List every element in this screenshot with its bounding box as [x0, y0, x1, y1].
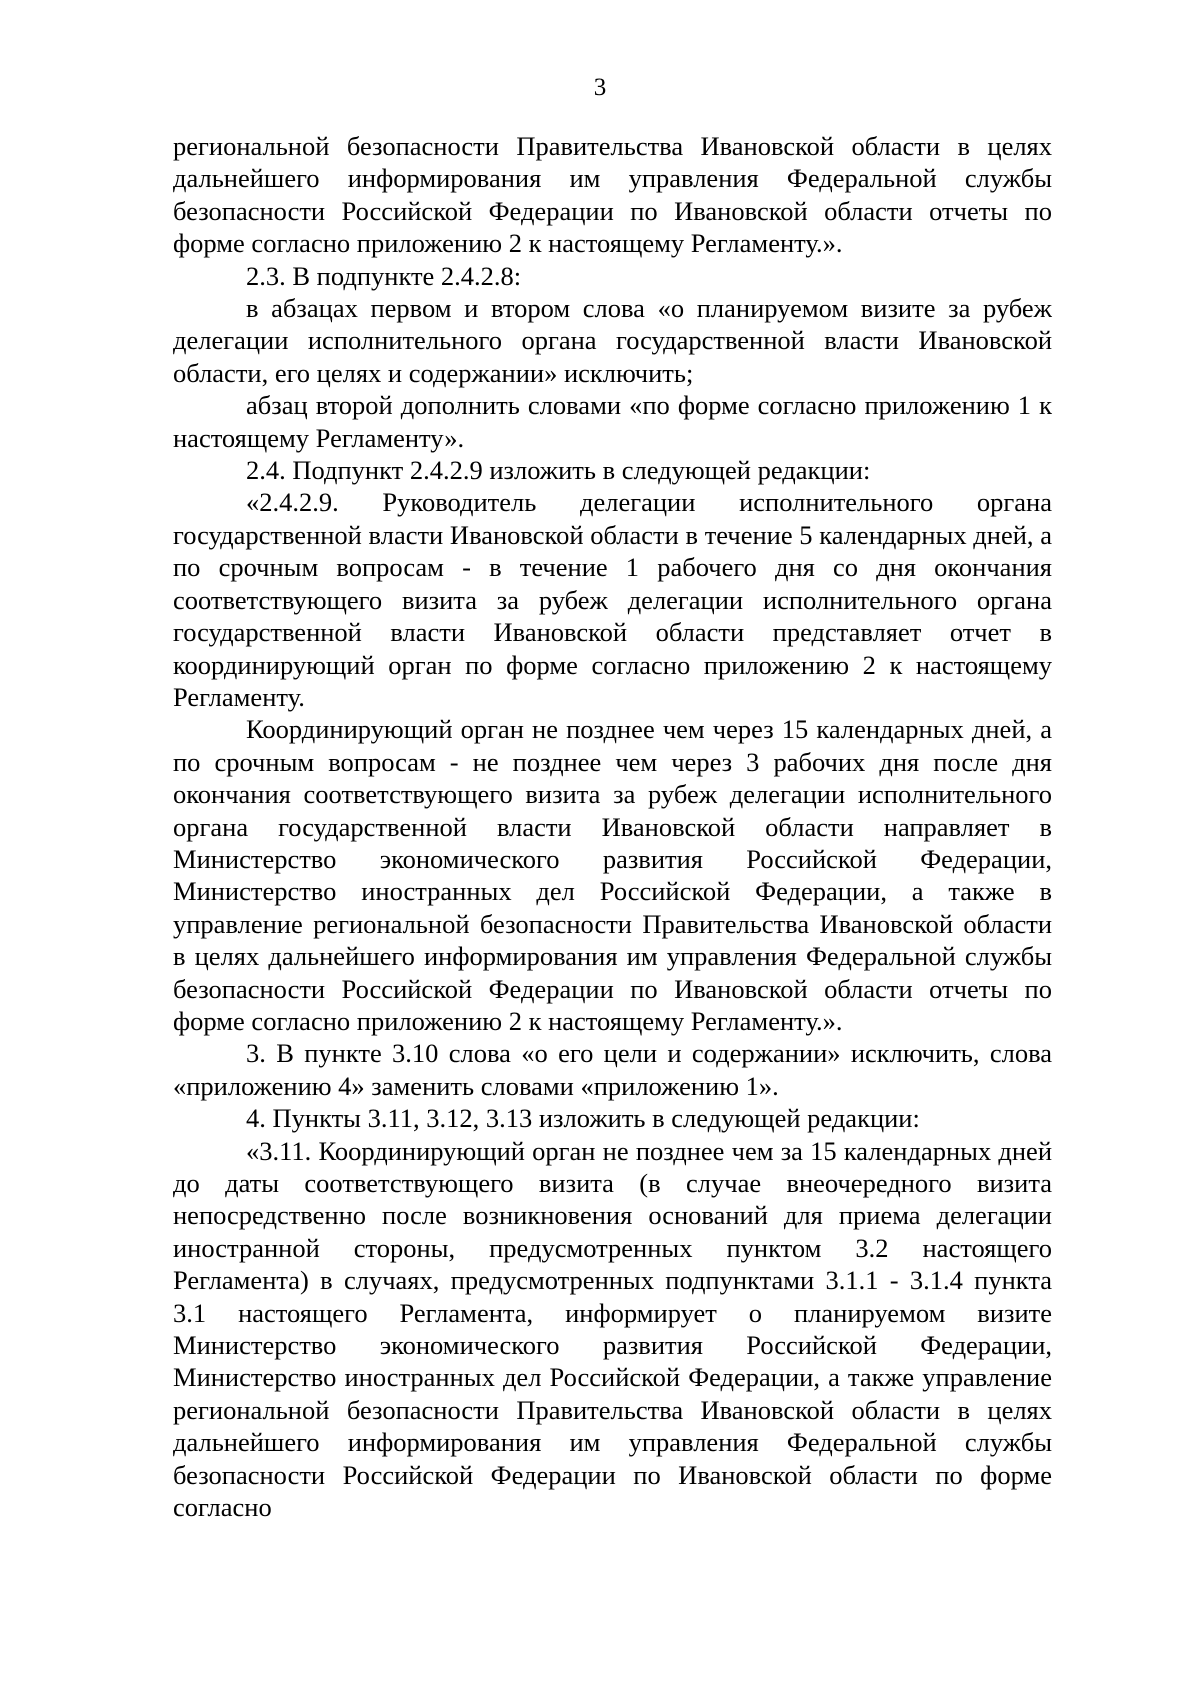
- paragraph-item-2-4-2-9: «2.4.2.9. Руководитель делегации исполнительного органа государственной власти Ивановской области в течение 5 календарных дней, а по срочным вопросам - в течение 1 рабочего дня со дня окончания соответствующего визита за рубеж делегации исполнительного органа государственной власти Ивановской области представляет отчет в координирующий орган по форме согласно приложению 2 к настоящему Регламенту.: [173, 487, 1052, 712]
- paragraph-item-3-11: «3.11. Координирующий орган не позднее чем за 15 календарных дней до даты соответствующего визита (в случае внеочередного визита непосредственно после возникновения оснований для приема делегации иностранной стороны, предусмотренных пунктом 3.2 настоящего Регламента) в случаях, предусмотренных подпунктами 3.1.1 - 3.1.4 пункта 3.1 настоящего Регламента, информирует о планируемом визите Министерство экономического развития Российской Федерации, Министерство иностранных дел Российской Федерации, а также управление региональной безопасности Правительства Ивановской области в целях дальнейшего информирования им управления Федеральной службы безопасности Российской Федерации по Ивановской области по форме согласно: [173, 1135, 1052, 1523]
- paragraph-item-2-3-clause-2: абзац второй дополнить словами «по форме согласно приложению 1 к настоящему Регламенту».: [173, 390, 1052, 453]
- paragraph-item-2-4: 2.4. Подпункт 2.4.2.9 изложить в следующей редакции:: [246, 455, 871, 486]
- paragraph-item-2-3-clause-1: в абзацах первом и втором слова «о планируемом визите за рубеж делегации исполнительного органа государственной власти Ивановской области, его целях и содержании» исключить;: [173, 293, 1052, 388]
- paragraph-continuation: региональной безопасности Правительства Ивановской области в целях дальнейшего информирования им управления Федеральной службы безопасности Российской Федерации по Ивановской области отчеты по форме согласно приложению 2 к настоящему Регламенту.».: [173, 131, 1052, 259]
- document-body: [173, 130, 1052, 1523]
- paragraph-item-4: 4. Пункты 3.11, 3.12, 3.13 изложить в следующей редакции:: [246, 1103, 920, 1134]
- page-number: 3: [593, 74, 607, 101]
- paragraph-item-2-3: 2.3. В подпункте 2.4.2.8:: [246, 260, 522, 291]
- paragraph-coordinating-body: Координирующий орган не позднее чем через 15 календарных дней, а по срочным вопросам - не позднее чем через 3 рабочих дня после дня окончания соответствующего визита за рубеж делегации исполнительного органа государственной власти Ивановской области направляет в Министерство экономического развития Российской Федерации, Министерство иностранных дел Российской Федерации, а также в управление региональной безопасности Правительства Ивановской области в целях дальнейшего информирования им управления Федеральной службы безопасности Российской Федерации по Ивановской области отчеты по форме согласно приложению 2 к настоящему Регламенту.».: [173, 714, 1052, 1036]
- paragraph-item-3: 3. В пункте 3.10 слова «о его цели и содержании» исключить, слова «приложению 4» заменить словами «приложению 1».: [173, 1038, 1052, 1101]
